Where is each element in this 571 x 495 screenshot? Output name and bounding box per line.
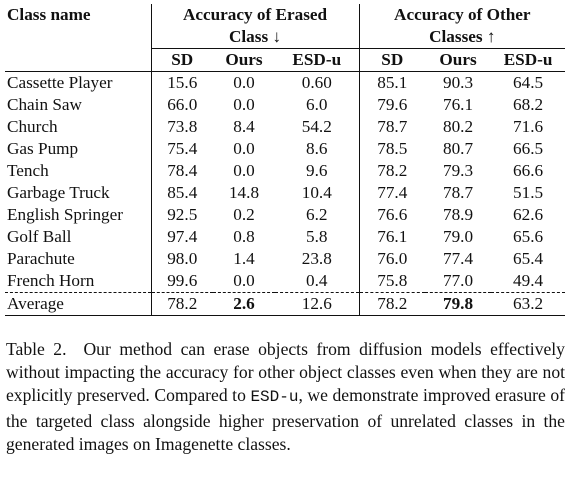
cell-value: 75.4 [151, 138, 213, 160]
cell-value: 8.4 [233, 117, 255, 136]
cell-value: 23.8 [301, 249, 332, 268]
erased-group-line2: Class ↓ [151, 26, 359, 49]
other-group-header [359, 4, 565, 26]
caption-text-after: , we demonstrate improved erasure of the targeted class alongside higher preservation of unrelated classes in the generated images on Imagenette classes. [6, 385, 566, 454]
cell-value: 65.6 [513, 227, 544, 246]
cell-value: 64.5 [513, 73, 544, 92]
cell-value: 66.6 [513, 161, 544, 180]
table-caption [6, 338, 565, 456]
caption-text-before: Our method can erase objects from diffusion models effectively without impacting the accuracy for other object classes even when they are not explicitly preserved. Compared to [6, 339, 565, 406]
cell-value: 8.6 [306, 139, 328, 158]
row-class-name: Church [7, 117, 58, 136]
cell-value: 0.0 [233, 161, 255, 180]
cell-value: 10.4 [301, 183, 332, 202]
cell-value: 6.2 [306, 205, 328, 224]
average-esdu-erased: 12.6 [275, 293, 359, 316]
table-body [5, 72, 565, 316]
caption-label: Table 2. [6, 339, 67, 359]
table-row [5, 72, 565, 95]
cell-value: 76.1 [359, 226, 425, 248]
header-row-subcolumns [5, 49, 565, 72]
header-row-groups [5, 4, 565, 26]
erased-group-line1: Accuracy of Erased [182, 5, 328, 24]
cell-value: 66.5 [513, 139, 544, 158]
table-row [5, 226, 565, 248]
average-ours-other-best: 79.8 [425, 293, 491, 316]
cell-value: 78.5 [359, 138, 425, 160]
table-row [5, 138, 565, 160]
subheader-ours-other: Ours [425, 49, 491, 72]
cell-value: 99.6 [151, 270, 213, 293]
cell-value: 0.4 [275, 270, 359, 293]
cell-value: 97.4 [151, 226, 213, 248]
cell-value: 78.7 [442, 183, 474, 202]
cell-value: 49.4 [491, 270, 565, 293]
table-row [5, 116, 565, 138]
row-class-name: Tench [7, 161, 49, 180]
cell-value: 0.0 [233, 139, 255, 158]
cell-value: 78.9 [442, 205, 474, 224]
cell-value: 66.0 [151, 94, 213, 116]
row-class-name: Gas Pump [7, 139, 79, 158]
average-label: Average [5, 293, 151, 316]
table-row [5, 160, 565, 182]
cell-value: 1.4 [233, 249, 255, 268]
cell-value: 0.8 [233, 227, 255, 246]
cell-value: 77.0 [425, 270, 491, 293]
cell-value: 76.0 [359, 248, 425, 270]
cell-value: 76.1 [442, 95, 474, 114]
cell-value: 77.4 [442, 249, 474, 268]
cell-value: 0.0 [233, 95, 255, 114]
cell-value: 90.3 [442, 73, 474, 92]
cell-value: 85.4 [151, 182, 213, 204]
average-ours-erased-best: 2.6 [213, 293, 275, 316]
cell-value: 78.7 [359, 116, 425, 138]
row-class-name: French Horn [5, 270, 151, 293]
subheader-esdu-other: ESD-u [491, 49, 565, 72]
cell-value: 0.2 [233, 205, 255, 224]
cell-value: 51.5 [513, 183, 544, 202]
results-table [5, 4, 565, 316]
table-row [5, 182, 565, 204]
subheader-sd-other: SD [359, 49, 425, 72]
table-row [5, 248, 565, 270]
cell-value: 76.6 [359, 204, 425, 226]
cell-value: 54.2 [301, 117, 332, 136]
other-group-line1: Accuracy of Other [394, 5, 531, 24]
cell-value: 15.6 [151, 72, 213, 95]
cell-value: 73.8 [151, 116, 213, 138]
class-name-header: Class name [7, 5, 91, 24]
cell-value: 0.60 [301, 73, 332, 92]
subheader-esdu-erased: ESD-u [275, 49, 359, 72]
cell-value: 0.0 [213, 270, 275, 293]
cell-value: 75.8 [359, 270, 425, 293]
cell-value: 5.8 [306, 227, 328, 246]
cell-value: 79.3 [442, 161, 474, 180]
table-row [5, 270, 565, 293]
subheader-sd-erased: SD [151, 49, 213, 72]
row-class-name: Cassette Player [7, 73, 113, 92]
cell-value: 68.2 [513, 95, 544, 114]
subheader-ours-erased: Ours [213, 49, 275, 72]
row-class-name: Chain Saw [7, 95, 82, 114]
cell-value: 78.4 [151, 160, 213, 182]
cell-value: 80.7 [442, 139, 474, 158]
cell-value: 65.4 [513, 249, 544, 268]
row-class-name: English Springer [7, 205, 124, 224]
table-row [5, 94, 565, 116]
cell-value: 6.0 [306, 95, 328, 114]
row-class-name: Golf Ball [7, 227, 72, 246]
average-sd-other: 78.2 [359, 293, 425, 316]
cell-value: 77.4 [359, 182, 425, 204]
cell-value: 62.6 [513, 205, 544, 224]
row-class-name: Parachute [7, 249, 75, 268]
average-sd-erased: 78.2 [151, 293, 213, 316]
cell-value: 14.8 [228, 183, 260, 202]
cell-value: 85.1 [359, 72, 425, 95]
cell-value: 0.0 [233, 73, 255, 92]
cell-value: 98.0 [151, 248, 213, 270]
cell-value: 78.2 [359, 160, 425, 182]
other-group-line2: Classes ↑ [359, 26, 565, 49]
cell-value: 92.5 [151, 204, 213, 226]
erased-group-header [151, 4, 359, 26]
table-row [5, 204, 565, 226]
cell-value: 9.6 [306, 161, 328, 180]
cell-value: 80.2 [442, 117, 474, 136]
cell-value: 79.0 [442, 227, 474, 246]
caption-code: ESD-u [250, 388, 299, 407]
cell-value: 79.6 [359, 94, 425, 116]
row-class-name: Garbage Truck [7, 183, 110, 202]
average-row [5, 293, 565, 316]
cell-value: 71.6 [513, 117, 544, 136]
average-esdu-other: 63.2 [491, 293, 565, 316]
